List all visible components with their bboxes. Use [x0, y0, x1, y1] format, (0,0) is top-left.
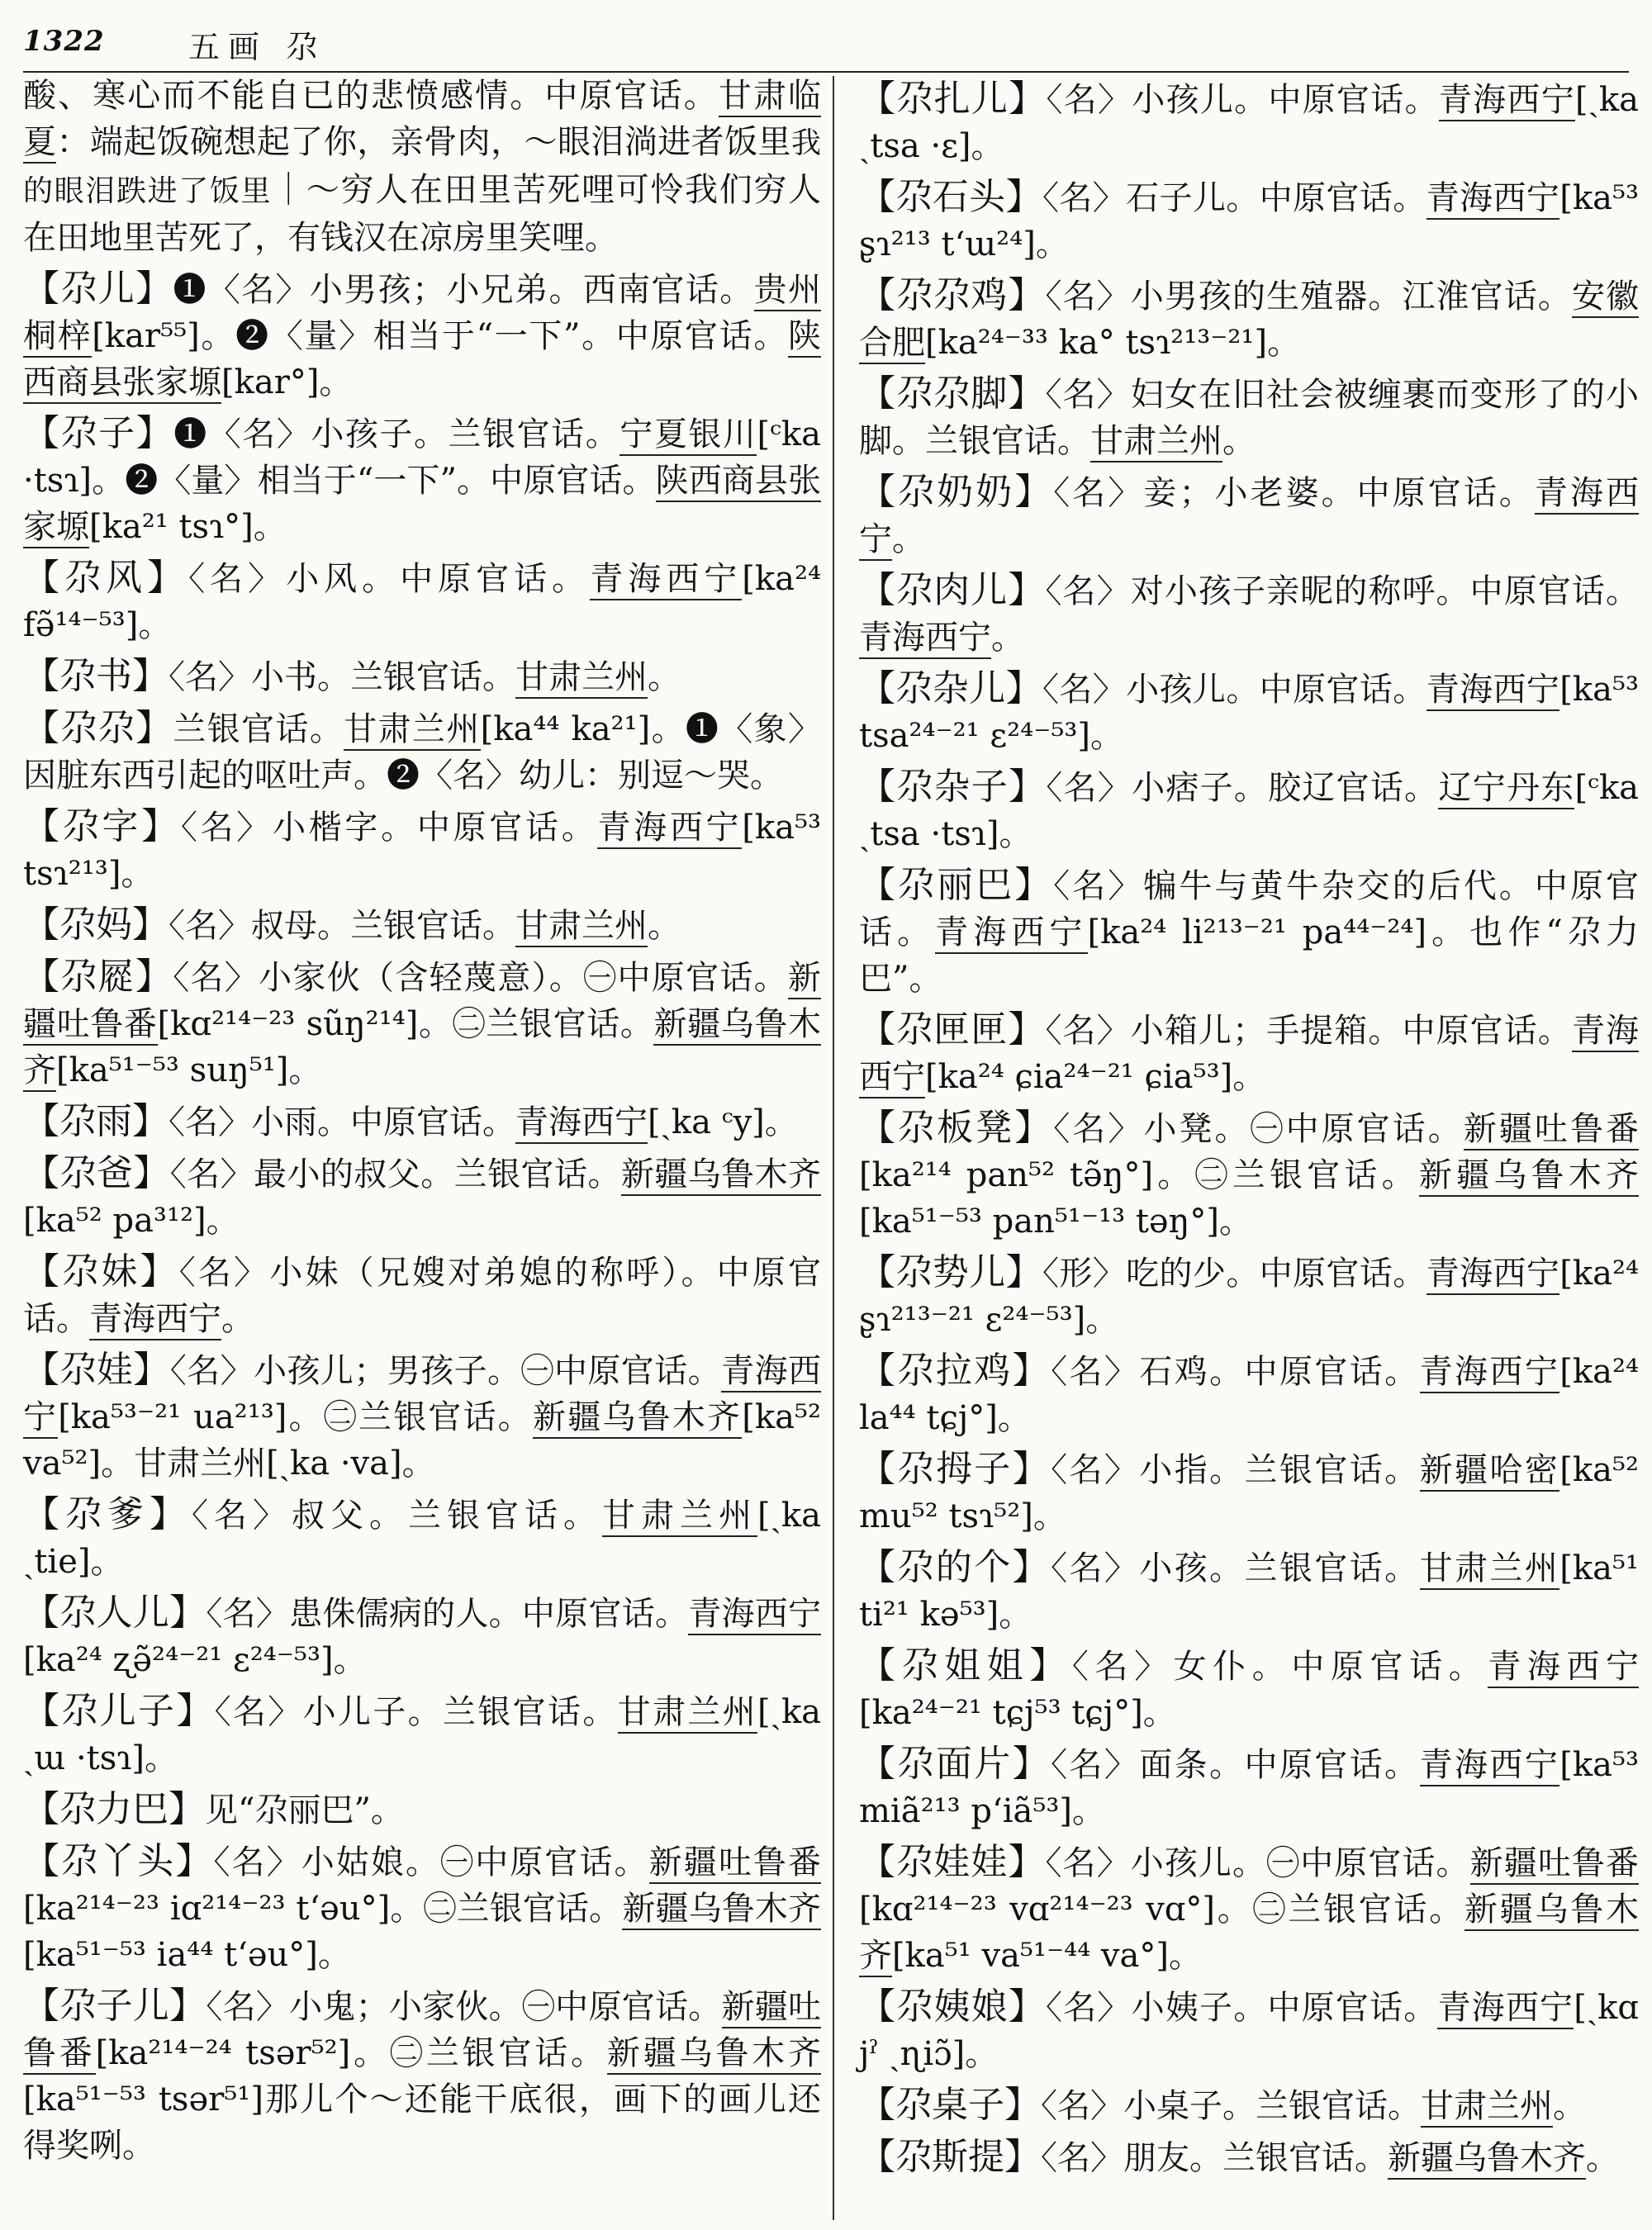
- place-name: 新疆乌鲁木齐: [621, 1155, 821, 1196]
- headword: 【尕斯提】: [859, 2136, 1041, 2178]
- definition-text: 〈名〉小男孩的生殖器。江淮官话。: [1045, 278, 1572, 316]
- place-name: 陕西商县张家塬: [23, 317, 821, 404]
- place-name: 甘肃兰州: [618, 1693, 757, 1734]
- place-name: 青海西宁: [1437, 1989, 1574, 2029]
- definition-text: 〈名〉小家伙（含轻蔑意）。㊀中原官话。: [173, 959, 789, 997]
- dictionary-entry: [23, 954, 821, 1094]
- place-name: 新疆吐鲁番: [1464, 1110, 1639, 1151]
- place-name: 新疆乌鲁木齐: [622, 1890, 821, 1930]
- dictionary-entry: [859, 469, 1639, 562]
- place-name: 甘肃兰州: [602, 1497, 757, 1537]
- place-name: 甘肃兰州: [515, 907, 648, 947]
- place-name: 青海西宁: [1427, 671, 1560, 711]
- definition-text: [ka²¹⁴⁻²⁴ tsər⁵²]。㊁兰银官话。: [95, 2034, 607, 2072]
- dictionary-entry: [23, 1249, 821, 1342]
- definition-text: ❶〈名〉小男孩；小兄弟。西南官话。: [173, 271, 754, 309]
- definition-text: 兰银官话。: [173, 710, 344, 748]
- dictionary-entry: [23, 266, 821, 406]
- definition-text: 〈名〉叔父。兰银官话。: [192, 1497, 602, 1535]
- continuation-entry: [23, 73, 821, 261]
- place-name: 甘肃兰州: [515, 658, 648, 699]
- dictionary-entry: [859, 1984, 1639, 2077]
- gloss-text: 我的眼泪跌进了饭里: [23, 126, 822, 208]
- definition-text: [kɑ²¹⁴⁻²³ sũŋ²¹⁴]。㊁兰银官话。: [157, 1005, 654, 1043]
- place-name: 陕西商县张家塬: [23, 462, 821, 548]
- headword: 【尕的个】: [859, 1546, 1051, 1588]
- place-name: 青海西宁: [23, 1352, 821, 1439]
- dictionary-entry: [23, 1492, 821, 1585]
- headword: 【尕儿】: [23, 268, 173, 310]
- dictionary-entry: [23, 653, 821, 700]
- headword: 【尕爹】: [23, 1493, 192, 1535]
- definition-text: [kɑ²¹⁴⁻²³ vɑ²¹⁴⁻²³ vɑ°]。㊁兰银官话。: [859, 1891, 1464, 1929]
- place-name: 新疆吐鲁番: [23, 1988, 821, 2075]
- headword: 【尕尕脚】: [859, 372, 1046, 415]
- definition-text: [ka⁵¹⁻⁵³ pan⁵¹⁻¹³ təŋ°]。: [859, 1203, 1252, 1241]
- place-name: 新疆哈密: [1420, 1451, 1560, 1492]
- left-entries: [23, 266, 821, 2169]
- dictionary-entry: [859, 1007, 1639, 1100]
- dictionary-entry: [859, 1446, 1639, 1540]
- definition-text: 〈名〉小孩儿。㊀中原官话。: [1045, 1844, 1470, 1882]
- continuation-text: ：端起饭碗想起了你，亲骨肉，～眼泪淌进者饭里: [56, 123, 791, 161]
- headword: 【尕丽巴】: [859, 864, 1054, 906]
- dictionary-entry: [23, 804, 821, 897]
- definition-text: [ka⁵¹⁻⁵³ suŋ⁵¹]。: [56, 1051, 322, 1089]
- definition-text: 。: [1586, 2139, 1619, 2177]
- definition-text: 〈名〉妇女在旧社会被缠裹而变形了的小脚。兰银官话。: [859, 376, 1640, 460]
- headword: 【尕尕鸡】: [859, 274, 1046, 316]
- definition-text: [ka²¹⁴ pan⁵² tə̃ŋ°]。㊁兰银官话。: [859, 1156, 1419, 1194]
- headword: 【尕爸】: [23, 1152, 170, 1194]
- headword: 【尕奶奶】: [859, 471, 1054, 513]
- place-name: 新疆吐鲁番: [23, 959, 821, 1046]
- definition-text: [ka⁵² pa³¹²]。: [23, 1202, 240, 1240]
- definition-text: 〈名〉叔母。兰银官话。: [169, 907, 515, 945]
- place-name: 新疆乌鲁木齐: [1419, 1156, 1639, 1197]
- place-name: 新疆乌鲁木齐: [859, 1891, 1639, 1977]
- dictionary-entry: [859, 273, 1639, 366]
- definition-text: [ka²¹⁴⁻²³ iɑ²¹⁴⁻²³ t‘əu°]。㊁兰银官话。: [23, 1890, 623, 1928]
- left-column: [23, 76, 821, 2220]
- dictionary-entry: [859, 174, 1639, 268]
- definition-text: 。: [221, 1300, 254, 1338]
- dictionary-entry: [23, 1347, 821, 1487]
- definition-text: 〈名〉小桌子。兰银官话。: [1041, 2087, 1421, 2125]
- page-header: [23, 18, 1629, 68]
- definition-text: ❶〈名〉小孩子。兰银官话。: [173, 415, 620, 453]
- definition-text: 〈名〉小楷字。中原官话。: [180, 809, 598, 847]
- definition-text: [kar°]。: [221, 363, 353, 401]
- place-name: 新疆乌鲁木齐: [607, 2034, 821, 2075]
- definition-text: [ka⁵² va⁵²]。甘肃兰州[ˏka ·va]。: [23, 1398, 821, 1483]
- definition-text: 〈名〉小风。中原官话。: [188, 560, 591, 598]
- definition-text: 〈名〉小儿子。兰银官话。: [214, 1693, 618, 1731]
- definition-text: 〈名〉石子儿。中原官话。: [1042, 179, 1427, 217]
- dictionary-entry: [859, 2082, 1639, 2129]
- definition-text: 〈名〉妾；小老婆。中原官话。: [1053, 474, 1535, 512]
- definition-text: [ˏka ᶜy]。: [648, 1103, 798, 1141]
- definition-text: 见“尕丽巴”。: [205, 1791, 404, 1829]
- definition-text: 。: [892, 520, 925, 558]
- place-name: 青海西宁: [859, 474, 1639, 561]
- headword: 【尕儿子】: [23, 1690, 215, 1732]
- headword: 【尕拉鸡】: [859, 1350, 1051, 1392]
- headword: 【尕雨】: [23, 1100, 169, 1142]
- headword: 【尕桌子】: [859, 2084, 1041, 2126]
- headword: 【尕娃娃】: [859, 1841, 1046, 1883]
- place-name: 辽宁丹东: [1438, 769, 1574, 809]
- headword: 【尕人儿】: [23, 1592, 206, 1634]
- place-name: 青海西宁: [597, 809, 742, 849]
- dictionary-entry: [859, 1348, 1639, 1441]
- dictionary-entry: [859, 1643, 1639, 1736]
- definition-text: 〈名〉小孩。兰银官话。: [1051, 1549, 1420, 1587]
- definition-text: [ka⁵¹ va⁵¹⁻⁴⁴ va°]。: [892, 1937, 1202, 1975]
- continuation-text: 酸、寒心而不能自已的悲愤感情。中原官话。: [23, 77, 719, 115]
- definition-text: [ka⁵³⁻²¹ ua²¹³]。㊁兰银官话。: [58, 1398, 534, 1436]
- definition-text: 〈名〉犏牛与黄牛杂交的后代。中原官话。: [859, 867, 1640, 951]
- definition-text: [ka²⁴ la⁴⁴ tɕj°]。: [859, 1353, 1640, 1437]
- headword: 【尕扎儿】: [859, 78, 1047, 120]
- headword: 【尕子儿】: [23, 1985, 206, 2027]
- place-name: 宁夏银川: [620, 415, 757, 456]
- definition-text: [ˏkɑ jˀ ˏɳiɔ̃]。: [859, 1989, 1640, 2073]
- definition-text: 〈名〉小痞子。胶辽官话。: [1046, 769, 1439, 807]
- definition-text: 〈名〉小书。兰银官话。: [169, 658, 515, 696]
- headword: 【尕肉儿】: [859, 569, 1046, 611]
- dictionary-entry: [23, 1983, 821, 2169]
- definition-text: [ka²⁴⁻²¹ tɕj⁵³ tɕj°]。: [859, 1694, 1176, 1732]
- definition-text: [ka²⁴ ɕia²⁴⁻²¹ ɕia⁵³]。: [925, 1058, 1266, 1096]
- place-name: 青海西宁: [1427, 1255, 1560, 1295]
- place-name: 青海西宁: [590, 560, 742, 600]
- definition-text: 〈名〉小鬼；小家伙。㊀中原官话。: [206, 1988, 722, 2026]
- dictionary-entry: [859, 1105, 1639, 1245]
- place-name: 青海西宁: [859, 1012, 1639, 1098]
- dictionary-entry: [23, 1786, 821, 1834]
- place-name: 青海西宁: [688, 1595, 821, 1635]
- definition-text: 〈名〉小孩儿。中原官话。: [1042, 671, 1427, 709]
- headword: 【尕尕】: [23, 707, 173, 749]
- headword: 【尕风】: [23, 557, 189, 599]
- headword: 【尕丫头】: [23, 1840, 214, 1882]
- definition-text: [ᶜka ·tsɿ]。❷〈量〉相当于“一下”。中原官话。: [23, 415, 822, 500]
- definition-text: 〈名〉患侏儒病的人。中原官话。: [206, 1595, 689, 1633]
- dictionary-entry: [23, 410, 821, 550]
- headword: 【尕杂儿】: [859, 667, 1042, 709]
- definition-text: [ka⁵¹⁻⁵³ ia⁴⁴ t‘əu°]。: [23, 1936, 351, 1974]
- definition-text: 。: [648, 658, 681, 696]
- column-divider: [833, 76, 834, 2220]
- place-name: 青海西宁: [1427, 179, 1560, 220]
- place-name: 新疆乌鲁木齐: [1388, 2139, 1586, 2180]
- dictionary-entry: [23, 1590, 821, 1683]
- dictionary-entry: [859, 76, 1639, 169]
- dictionary-entry: [23, 705, 821, 799]
- definition-text: [ᶜka ˏtsa ·tsɿ]。: [859, 769, 1640, 853]
- dictionary-entry: [23, 1098, 821, 1146]
- definition-text: [ka²⁴ ʐə̃²⁴⁻²¹ ɛ²⁴⁻⁵³]。: [23, 1641, 367, 1679]
- definition-text: 〈名〉小雨。中原官话。: [169, 1103, 515, 1141]
- dictionary-entry: [23, 1839, 821, 1978]
- definition-text: [ˏka ˏɯ ·tsɿ]。: [23, 1693, 822, 1777]
- definition-text: 。: [1222, 422, 1256, 460]
- headword: 【尕拇子】: [859, 1448, 1051, 1490]
- definition-text: [ka⁵¹ ti²¹ kə⁵³]。: [859, 1549, 1640, 1634]
- place-name: 甘肃临夏: [23, 77, 821, 164]
- place-name: 青海西宁: [1439, 81, 1575, 121]
- place-name: 甘肃兰州: [1421, 2087, 1553, 2128]
- definition-text: [ka²⁴ fə̃¹⁴⁻⁵³]。: [23, 560, 822, 644]
- headword: 【尕书】: [23, 655, 169, 697]
- definition-text: 〈名〉对小孩子亲昵的称呼。中原官话。: [1045, 572, 1640, 610]
- definition-text: 。: [991, 619, 1024, 657]
- headword: 【尕石头】: [859, 176, 1042, 218]
- definition-text: 〈名〉小指。兰银官话。: [1051, 1451, 1420, 1489]
- definition-text: 〈名〉小箱儿；手提箱。中原官话。: [1045, 1012, 1572, 1050]
- headword: 【尕姨娘】: [859, 1986, 1047, 2028]
- definition-text: [ˏka ˏtie]。: [23, 1497, 822, 1581]
- dictionary-entry: [859, 1544, 1639, 1638]
- place-name: 青海西宁: [515, 1103, 648, 1144]
- dictionary-entry: [23, 555, 821, 648]
- definition-text: 〈名〉小姨子。中原官话。: [1046, 1989, 1438, 2027]
- headword: 【尕姐姐】: [859, 1644, 1072, 1687]
- definition-text: 〈名〉面条。中原官话。: [1051, 1746, 1420, 1784]
- definition-text: 〈名〉石鸡。中原官话。: [1051, 1353, 1420, 1391]
- definition-text: 〈形〉吃的少。中原官话。: [1042, 1255, 1427, 1293]
- definition-text: 〈名〉小妹（兄嫂对弟媳的称呼）。中原官话。: [23, 1254, 822, 1338]
- place-name: 青海西宁: [859, 619, 991, 659]
- definition-text: [ka⁵² mu⁵² tsɿ⁵²]。: [859, 1451, 1640, 1535]
- definition-text: 〈名〉小姑娘。㊀中原官话。: [213, 1843, 649, 1881]
- place-name: 新疆吐鲁番: [649, 1843, 821, 1884]
- place-name: 贵州桐梓: [23, 271, 821, 358]
- headword: 【尕妹】: [23, 1250, 179, 1293]
- dictionary-entry: [859, 1741, 1639, 1834]
- place-name: 青海西宁: [935, 913, 1087, 954]
- definition-text: 〈名〉小孩儿；男孩子。㊀中原官话。: [169, 1352, 722, 1390]
- headword: 【尕子】: [23, 412, 174, 454]
- definition-text: 〈名〉小凳。㊀中原官话。: [1053, 1110, 1464, 1148]
- definition-text: [ka²⁴⁻³³ ka° tsɿ²¹³⁻²¹]。: [925, 324, 1301, 362]
- right-column: [859, 76, 1639, 2220]
- headword: 【尕力巴】: [23, 1788, 205, 1830]
- dictionary-entry: [859, 2134, 1639, 2181]
- headword: 【尕杂子】: [859, 766, 1047, 808]
- dictionary-entry: [859, 1839, 1639, 1979]
- place-name: 新疆吐鲁番: [1470, 1844, 1639, 1885]
- headword: 【尕匣匣】: [859, 1008, 1046, 1051]
- place-name: 青海西宁: [89, 1300, 221, 1340]
- place-name: 甘肃兰州: [1090, 422, 1222, 463]
- dictionary-entry: [859, 666, 1639, 759]
- definition-text: [ka⁵¹⁻⁵³ tsər⁵¹]那儿个～还能干底很，画下的画儿还得奖咧。: [23, 2081, 821, 2165]
- place-name: 青海西宁: [1420, 1746, 1560, 1786]
- definition-text: [ka⁵³ miã²¹³ p‘iã⁵³]。: [859, 1746, 1640, 1830]
- headword: 【尕板凳】: [859, 1107, 1054, 1149]
- place-name: 青海西宁: [1488, 1648, 1639, 1688]
- dictionary-entry: [859, 371, 1639, 464]
- dictionary-entry: [23, 1151, 821, 1244]
- headword: 【尕㞞】: [23, 956, 173, 998]
- definition-text: [ka²⁴ ʂɿ²¹³⁻²¹ ɛ²⁴⁻⁵³]。: [859, 1255, 1640, 1339]
- definition-text: [ˏka ˏtsa ·ɛ]。: [859, 81, 1640, 165]
- place-name: 安徽合肥: [859, 278, 1639, 364]
- definition-text: 。: [648, 907, 681, 945]
- dictionary-entry: [23, 902, 821, 949]
- definition-text: 〈名〉女仆。中原官话。: [1071, 1648, 1488, 1686]
- place-name: 新疆乌鲁木齐: [23, 1005, 821, 1092]
- place-name: 青海西宁: [1420, 1353, 1560, 1393]
- definition-text: 〈名〉最小的叔父。兰银官话。: [169, 1155, 621, 1193]
- headword: 【尕妈】: [23, 904, 169, 946]
- definition-text: 〈名〉朋友。兰银官话。: [1041, 2139, 1388, 2177]
- place-name: 新疆乌鲁木齐: [533, 1398, 742, 1439]
- definition-text: 〈名〉小孩儿。中原官话。: [1046, 81, 1439, 119]
- definition-text: [ka⁵³ ʂɿ²¹³ t‘ɯ²⁴]。: [859, 179, 1640, 263]
- dictionary-entry: [23, 1688, 821, 1782]
- definition-text: [kar⁵⁵]。❷〈量〉相当于“一下”。中原官话。: [92, 317, 788, 355]
- place-name: 甘肃兰州: [1420, 1549, 1560, 1590]
- definition-text: [ka⁵³ tsɿ²¹³]。: [23, 809, 822, 893]
- dictionary-entry: [859, 764, 1639, 857]
- definition-text: [ka²¹ tsɿ°]。: [89, 508, 287, 546]
- definition-text: [ka⁴⁴ ka²¹]。❶〈象〉因脏东西引起的呕吐声。❷〈名〉幼儿：别逗～哭。: [23, 710, 821, 795]
- definition-text: [ka²⁴ li²¹³⁻²¹ pa⁴⁴⁻²⁴]。也作“尕力巴”。: [859, 913, 1640, 998]
- headword: 【尕势儿】: [859, 1251, 1042, 1293]
- right-entries: [859, 76, 1639, 2181]
- dictionary-entry: [859, 862, 1639, 1002]
- page-number: 1322: [23, 25, 105, 58]
- headword: 【尕娃】: [23, 1349, 170, 1391]
- dictionary-entry: [859, 1250, 1639, 1343]
- definition-text: [ka⁵³ tsa²⁴⁻²¹ ɛ²⁴⁻⁵³]。: [859, 671, 1640, 755]
- place-name: 甘肃兰州: [344, 710, 480, 751]
- headword: 【尕字】: [23, 805, 181, 847]
- continuation-text: ｜～穷人在田里苦死哩可怜我们穷人在田地里苦死了，有钱汉在凉房里笑哩。: [23, 171, 821, 257]
- definition-text: 。: [1553, 2087, 1586, 2125]
- dictionary-entry: [859, 567, 1639, 661]
- page-title: 五画 尕: [188, 29, 326, 65]
- headword: 【尕面片】: [859, 1743, 1051, 1785]
